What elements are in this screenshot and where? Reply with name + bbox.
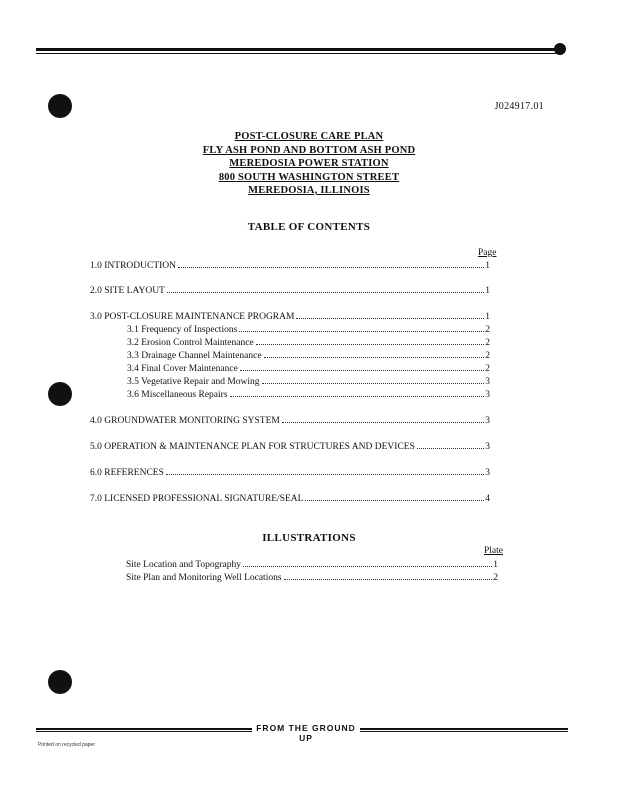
toc-entry-page: 2	[485, 351, 490, 361]
toc-entry	[90, 261, 490, 273]
toc-subentry	[127, 377, 490, 389]
dot-leader	[264, 357, 485, 358]
toc-subentry	[127, 351, 490, 363]
toc-entry-label: 3.4 Final Cover Maintenance	[127, 364, 238, 374]
toc-entry-label: 3.0 POST-CLOSURE MAINTENANCE PROGRAM	[90, 312, 295, 322]
dot-leader	[282, 422, 484, 423]
dot-leader	[256, 344, 485, 345]
title-line: MEREDOSIA POWER STATION	[229, 158, 389, 169]
illustration-entry	[126, 560, 498, 572]
toc-entry-label: 3.3 Drainage Channel Maintenance	[127, 351, 262, 361]
toc-entry-label: 6.0 REFERENCES	[90, 468, 164, 478]
toc-subentry	[127, 338, 490, 350]
toc-entry-page: 3	[485, 468, 490, 478]
toc-entry-label: 1.0 INTRODUCTION	[90, 261, 177, 271]
dot-leader	[230, 396, 485, 397]
dot-leader	[166, 474, 484, 475]
dot-leader	[240, 370, 484, 371]
toc-subentry	[127, 325, 490, 337]
dot-leader	[167, 292, 484, 293]
toc-entry-label: 3.5 Vegetative Repair and Mowing	[127, 377, 260, 387]
footer-rule	[360, 728, 568, 732]
toc-entry-page: 1	[485, 261, 490, 271]
toc-entry-page: 3	[485, 377, 490, 387]
binder-hole-middle	[48, 382, 72, 406]
toc-entry	[90, 494, 490, 506]
header-rule	[36, 48, 558, 54]
toc-entry	[90, 312, 490, 324]
toc-entry-label: 7.0 LICENSED PROFESSIONAL SIGNATURE/SEAL	[90, 494, 304, 504]
title-line: FLY ASH POND AND BOTTOM ASH POND	[202, 144, 416, 156]
footer-tagline: FROM THE GROUND UP	[256, 723, 356, 743]
toc-entry-page: 1	[485, 312, 490, 322]
header-dot	[554, 43, 566, 55]
dot-leader	[284, 579, 493, 580]
illustration-plate: 1	[493, 560, 498, 570]
title-line: 800 SOUTH WASHINGTON STREET	[218, 171, 400, 183]
toc-entry	[90, 416, 490, 428]
document-title	[0, 130, 618, 198]
illustration-entry	[126, 573, 498, 585]
dot-leader	[239, 331, 484, 332]
toc-subentry	[127, 390, 490, 402]
dot-leader	[417, 448, 484, 449]
toc-entry	[90, 442, 490, 454]
title-line: MEREDOSIA, ILLINOIS	[248, 185, 370, 196]
dot-leader	[305, 500, 484, 501]
title-line: POST-CLOSURE CARE PLAN	[234, 131, 384, 142]
footer-small-print: Printed on recycled paper	[38, 742, 95, 748]
toc-page-column-label: Page	[478, 248, 497, 258]
document-number: J024917.01	[494, 101, 544, 112]
toc-entry-page: 2	[485, 364, 490, 374]
toc-entry-page: 2	[485, 338, 490, 348]
dot-leader	[243, 566, 492, 567]
footer-rule	[36, 728, 252, 732]
toc-entry-page: 3	[485, 442, 490, 452]
dot-leader	[262, 383, 485, 384]
toc-entry-label: 5.0 OPERATION & MAINTENANCE PLAN FOR STRUCTURES AND DEVICES	[90, 442, 415, 452]
toc-entry-page: 1	[485, 286, 490, 296]
toc-entry-label: 4.0 GROUNDWATER MONITORING SYSTEM	[90, 416, 280, 426]
toc-entry-page: 4	[485, 494, 490, 504]
toc-entry-label: 3.1 Frequency of Inspections	[127, 325, 238, 335]
toc-entry	[90, 468, 490, 480]
toc-entry-label: 3.6 Miscellaneous Repairs	[127, 390, 228, 400]
dot-leader	[296, 318, 484, 319]
toc-entry-label: 3.2 Erosion Control Maintenance	[127, 338, 254, 348]
binder-hole-top	[48, 94, 72, 118]
toc-entry-page: 3	[485, 416, 490, 426]
toc-entry-label: 2.0 SITE LAYOUT	[90, 286, 165, 296]
dot-leader	[178, 267, 484, 268]
illustration-label: Site Location and Topography	[126, 560, 241, 570]
illustration-label: Site Plan and Monitoring Well Locations	[126, 573, 282, 583]
illustrations-heading: ILLUSTRATIONS	[262, 532, 356, 544]
toc-heading: TABLE OF CONTENTS	[247, 221, 371, 233]
toc-entry-page: 2	[485, 325, 490, 335]
toc-entry	[90, 286, 490, 298]
binder-hole-bottom	[48, 670, 72, 694]
plate-column-label: Plate	[484, 546, 503, 556]
toc-entry-page: 3	[485, 390, 490, 400]
toc-subentry	[127, 364, 490, 376]
illustration-plate: 2	[493, 573, 498, 583]
